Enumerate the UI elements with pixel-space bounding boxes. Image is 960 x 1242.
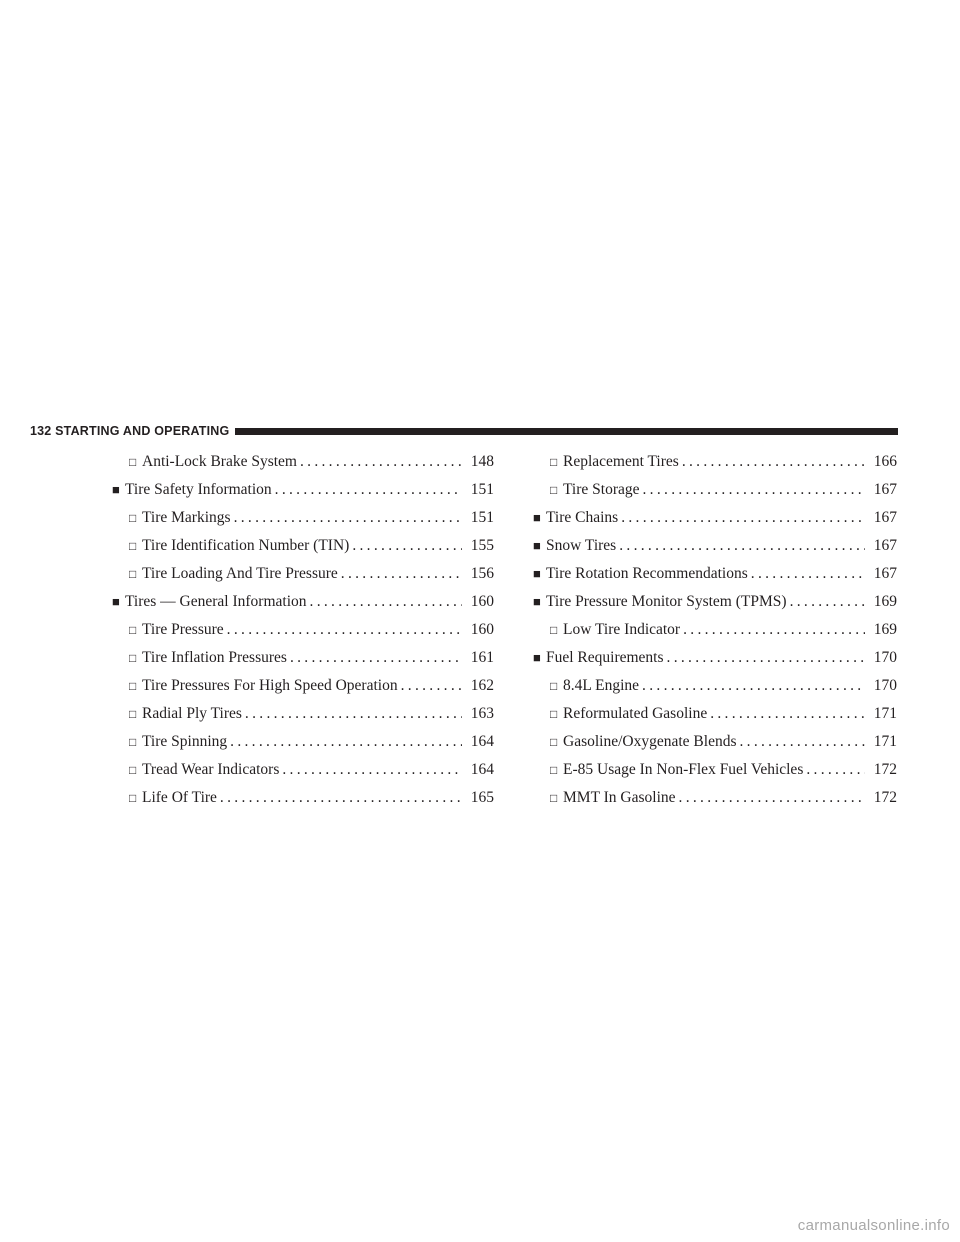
page-header <box>30 422 898 440</box>
toc-entry-page: 163 <box>470 705 494 722</box>
toc-entry[interactable] <box>112 588 494 616</box>
toc-entry[interactable] <box>112 784 494 812</box>
toc-entry-label: Tire Spinning <box>142 733 228 750</box>
dot-leader <box>224 616 462 644</box>
toc-entry[interactable] <box>533 476 897 504</box>
filled-square-bullet-icon: ■ <box>112 594 120 609</box>
toc-entry-label: Tire Pressure <box>142 621 224 638</box>
open-square-bullet-icon: □ <box>550 791 558 805</box>
toc-entry-page: 160 <box>470 621 494 638</box>
open-square-bullet-icon: □ <box>550 623 558 637</box>
toc-entry-label: Tire Inflation Pressures <box>142 649 287 666</box>
toc-entry-page: 164 <box>470 733 494 750</box>
filled-square-bullet-icon: ■ <box>533 566 541 581</box>
toc-entry-label: Reformulated Gasoline <box>563 705 708 722</box>
open-square-bullet-icon: □ <box>129 455 137 469</box>
toc-entry[interactable] <box>533 448 897 476</box>
toc-entry[interactable] <box>112 532 494 560</box>
toc-entry-page: 171 <box>873 705 897 722</box>
dot-leader <box>349 532 462 560</box>
toc-entry[interactable] <box>112 672 494 700</box>
toc-entry-page: 172 <box>873 761 897 778</box>
dot-leader <box>231 504 462 532</box>
toc-entry-page: 170 <box>873 649 897 666</box>
dot-leader <box>639 672 865 700</box>
toc-entry-page: 161 <box>470 649 494 666</box>
dot-leader <box>242 700 462 728</box>
toc-entry[interactable] <box>112 616 494 644</box>
toc-entry-label: Tire Loading And Tire Pressure <box>142 565 338 582</box>
toc-entry[interactable] <box>112 504 494 532</box>
toc-entry[interactable] <box>533 644 897 672</box>
toc-entry[interactable] <box>112 756 494 784</box>
open-square-bullet-icon: □ <box>550 707 558 721</box>
toc-entry-label: Replacement Tires <box>563 453 679 470</box>
open-square-bullet-icon: □ <box>129 679 137 693</box>
toc-entry-page: 166 <box>873 453 897 470</box>
dot-leader <box>748 560 865 588</box>
dot-leader <box>272 476 462 504</box>
toc-entry[interactable] <box>533 728 897 756</box>
toc-entry-page: 148 <box>470 453 494 470</box>
toc-entry-label: Tires — General Information <box>125 593 307 610</box>
dot-leader <box>287 644 462 672</box>
toc-entry[interactable] <box>112 448 494 476</box>
toc-entry[interactable] <box>533 616 897 644</box>
filled-square-bullet-icon: ■ <box>533 594 541 609</box>
toc-entry-page: 172 <box>873 789 897 806</box>
dot-leader <box>736 728 865 756</box>
toc-entry[interactable] <box>112 560 494 588</box>
toc-entry-label: Fuel Requirements <box>546 649 664 666</box>
open-square-bullet-icon: □ <box>550 679 558 693</box>
open-square-bullet-icon: □ <box>129 707 137 721</box>
dot-leader <box>217 784 462 812</box>
open-square-bullet-icon: □ <box>129 567 137 581</box>
dot-leader <box>787 588 865 616</box>
filled-square-bullet-icon: ■ <box>533 510 541 525</box>
filled-square-bullet-icon: ■ <box>533 650 541 665</box>
dot-leader <box>297 448 462 476</box>
toc-entry-page: 165 <box>470 789 494 806</box>
toc-entry-label: 8.4L Engine <box>563 677 640 694</box>
open-square-bullet-icon: □ <box>550 735 558 749</box>
toc-entry-page: 164 <box>470 761 494 778</box>
dot-leader <box>676 784 865 812</box>
toc-entry-page: 170 <box>873 677 897 694</box>
toc-entry-page: 162 <box>470 677 494 694</box>
toc-entry[interactable] <box>112 476 494 504</box>
toc-entry-page: 167 <box>873 509 897 526</box>
toc-entry[interactable] <box>533 560 897 588</box>
toc-entry-label: Gasoline/Oxygenate Blends <box>563 733 737 750</box>
dot-leader <box>398 672 462 700</box>
toc-entry-page: 171 <box>873 733 897 750</box>
filled-square-bullet-icon: ■ <box>533 538 541 553</box>
toc-entry[interactable] <box>533 532 897 560</box>
toc-entry[interactable] <box>112 644 494 672</box>
toc-entry-label: Tire Pressures For High Speed Operation <box>142 677 398 694</box>
toc-entry-label: E-85 Usage In Non-Flex Fuel Vehicles <box>563 761 804 778</box>
toc-entry[interactable] <box>112 728 494 756</box>
toc-entry-label: Tire Rotation Recommendations <box>546 565 748 582</box>
open-square-bullet-icon: □ <box>129 763 137 777</box>
dot-leader <box>679 448 865 476</box>
toc-entry-page: 151 <box>470 509 494 526</box>
toc-column-right <box>533 448 897 812</box>
dot-leader <box>640 476 866 504</box>
open-square-bullet-icon: □ <box>129 511 137 525</box>
toc-entry-page: 167 <box>873 481 897 498</box>
toc-entry-label: Tire Markings <box>142 509 231 526</box>
open-square-bullet-icon: □ <box>129 651 137 665</box>
dot-leader <box>279 756 462 784</box>
toc-entry-page: 167 <box>873 537 897 554</box>
toc-entry-page: 155 <box>470 537 494 554</box>
open-square-bullet-icon: □ <box>129 623 137 637</box>
toc-entry[interactable] <box>533 700 897 728</box>
dot-leader <box>803 756 865 784</box>
open-square-bullet-icon: □ <box>129 735 137 749</box>
toc-entry[interactable] <box>533 588 897 616</box>
dot-leader <box>707 700 865 728</box>
toc-entry[interactable] <box>533 784 897 812</box>
header-rule <box>235 428 898 435</box>
toc-entry[interactable] <box>533 504 897 532</box>
toc-column-left <box>112 448 494 812</box>
open-square-bullet-icon: □ <box>129 539 137 553</box>
toc-entry-label: Tire Identification Number (TIN) <box>142 537 350 554</box>
toc-entry-page: 167 <box>873 565 897 582</box>
toc-entry-label: Life Of Tire <box>142 789 217 806</box>
toc-entry-page: 151 <box>470 481 494 498</box>
toc-entry-label: Tire Safety Information <box>125 481 272 498</box>
toc-entry-label: Radial Ply Tires <box>142 705 242 722</box>
open-square-bullet-icon: □ <box>550 763 558 777</box>
toc-entry-label: Tire Pressure Monitor System (TPMS) <box>546 593 787 610</box>
toc-entry-label: Low Tire Indicator <box>563 621 681 638</box>
toc-entry-label: MMT In Gasoline <box>563 789 676 806</box>
toc-entry-page: 169 <box>873 593 897 610</box>
dot-leader <box>618 504 865 532</box>
toc-entry-page: 156 <box>470 565 494 582</box>
toc-entry-label: Tread Wear Indicators <box>142 761 280 778</box>
toc-entry[interactable] <box>533 756 897 784</box>
filled-square-bullet-icon: ■ <box>112 482 120 497</box>
toc-entry-page: 169 <box>873 621 897 638</box>
open-square-bullet-icon: □ <box>550 483 558 497</box>
watermark: carmanualsonline.info <box>797 1217 950 1234</box>
dot-leader <box>680 616 865 644</box>
open-square-bullet-icon: □ <box>550 455 558 469</box>
dot-leader <box>616 532 865 560</box>
dot-leader <box>338 560 462 588</box>
dot-leader <box>227 728 462 756</box>
toc-entry-label: Anti-Lock Brake System <box>142 453 297 470</box>
dot-leader <box>664 644 865 672</box>
toc-entry[interactable] <box>112 700 494 728</box>
toc-entry-page: 160 <box>470 593 494 610</box>
open-square-bullet-icon: □ <box>129 791 137 805</box>
toc-entry-label: Tire Storage <box>563 481 640 498</box>
dot-leader <box>307 588 462 616</box>
toc-entry-label: Snow Tires <box>546 537 617 554</box>
toc-entry[interactable] <box>533 672 897 700</box>
toc-entry-label: Tire Chains <box>546 509 619 526</box>
page-header-text: 132 STARTING AND OPERATING <box>30 424 230 438</box>
